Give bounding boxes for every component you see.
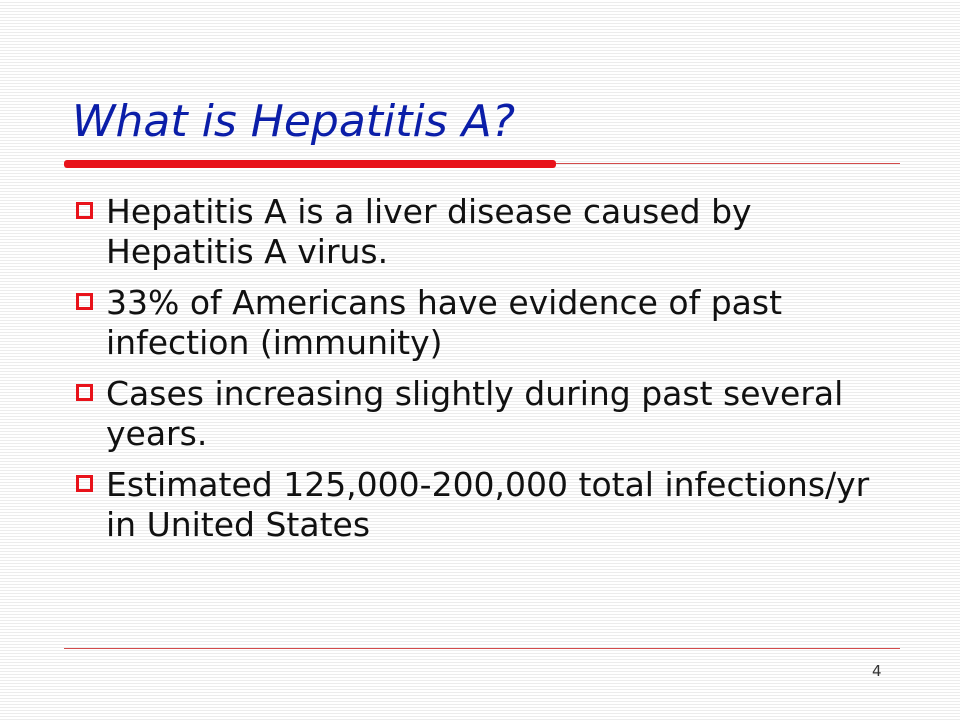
- title-underline-rule: [556, 163, 900, 164]
- footer-rule: [64, 648, 900, 649]
- page-number: 4: [872, 662, 882, 680]
- bullet-item: [76, 283, 906, 363]
- hollow-square-bullet-icon: [76, 202, 93, 219]
- bullet-item: [76, 374, 906, 454]
- bullet-list: [76, 192, 906, 556]
- slide-title: What is Hepatitis A?: [72, 96, 516, 147]
- hollow-square-bullet-icon: [76, 293, 93, 310]
- bullet-text: 33% of Americans have evidence of past infection (immunity): [106, 283, 783, 362]
- bullet-item: [76, 192, 906, 272]
- bullet-text: Estimated 125,000-200,000 total infections/yr in United States: [106, 465, 870, 544]
- bullet-text: Cases increasing slightly during past several years.: [106, 374, 844, 453]
- hollow-square-bullet-icon: [76, 384, 93, 401]
- bullet-text: Hepatitis A is a liver disease caused by Hepatitis A virus.: [106, 192, 752, 271]
- title-underline-accent: [64, 160, 556, 168]
- bullet-item: [76, 465, 906, 545]
- hollow-square-bullet-icon: [76, 475, 93, 492]
